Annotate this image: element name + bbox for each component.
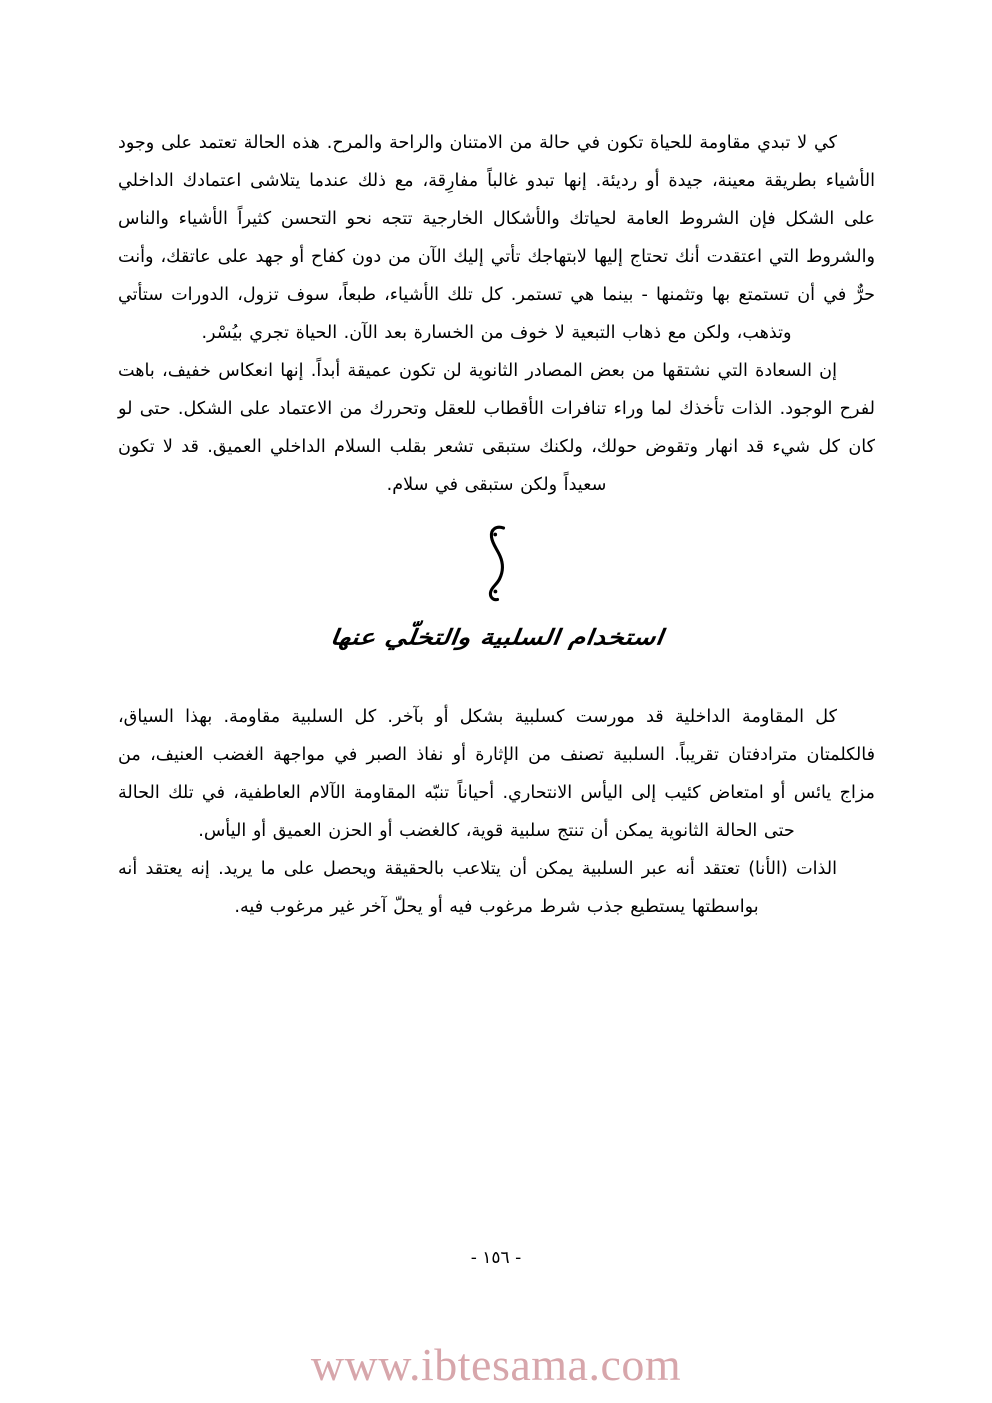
ornament-container	[118, 522, 875, 606]
decorative-flourish-icon	[477, 522, 517, 606]
body-paragraph: إن السعادة التي نشتقها من بعض المصادر الثانوية لن تكون عميقة أبداً. إنها انعكاس خفيف، باهت لفرح الوجود. الذات تأخذك لما وراء تنافرات الأقطاب للعقل وتحررك من الاعتماد على الشكل. حتى لو كان كل شيء قد انهار وتقوض حولك، ولكنك ستبقى تشعر بقلب السلام الداخلي العميق. قد لا تكون سعيداً ولكن ستبقى في سلام.	[118, 361, 875, 495]
site-watermark: www.ibtesama.com	[310, 1339, 682, 1390]
body-paragraph: كل المقاومة الداخلية قد مورست كسلبية بشكل أو بآخر. كل السلبية مقاومة. بهذا السياق، فالكلمتان مترادفتان تقريباً. السلبية تصنف من الإثارة أو نفاذ الصبر في مواجهة الغضب العنيف، من مزاج يائس أو امتعاض كئيب إلى اليأس الانتحاري. أحياناً تنبّه المقاومة الآلام العاطفية، في تلك الحالة حتى الحالة الثانوية يمكن أن تنتج سلبية قوية، كالغضب أو الحزن العميق أو اليأس.	[118, 707, 875, 841]
section-heading: استخدام السلبية والتخلّي عنها	[329, 625, 664, 650]
body-paragraph: الذات (الأنا) تعتقد أنه عبر السلبية يمكن أن يتلاعب بالحقيقة ويحصل على ما يريد. إنه يعتقد أنه بواسطتها يستطيع جذب شرط مرغوب فيه أو يحلّ آخر غير مرغوب فيه.	[118, 859, 837, 917]
heading-spacer	[118, 664, 875, 698]
page-content	[118, 124, 875, 926]
page-number: - ١٥٦ -	[470, 1248, 522, 1268]
body-paragraph: كي لا تبدي مقاومة للحياة تكون في حالة من الامتنان والراحة والمرح. هذه الحالة تعتمد على وجود الأشياء بطريقة معينة، جيدة أو رديئة. إنها تبدو غالباً مفارِقة، مع ذلك عندما يتلاشى اعتمادك الداخلي على الشكل فإن الشروط العامة لحياتك والأشكال الخارجية تتجه نحو التحسن كثيراً الأشياء والناس والشروط التي اعتقدت أنك تحتاج إليها لابتهاجك تأتي إليك الآن من دون كفاح أو جهد على عاتقك، وأنت حرٌّ في أن تستمتع بها وتثمنها - بينما هي تستمر. كل تلك الأشياء، طبعاً، سوف تزول، الدورات ستأتي وتذهب، ولكن مع ذهاب التبعية لا خوف من الخسارة بعد الآن. الحياة تجري بيُسْر.	[118, 133, 875, 343]
